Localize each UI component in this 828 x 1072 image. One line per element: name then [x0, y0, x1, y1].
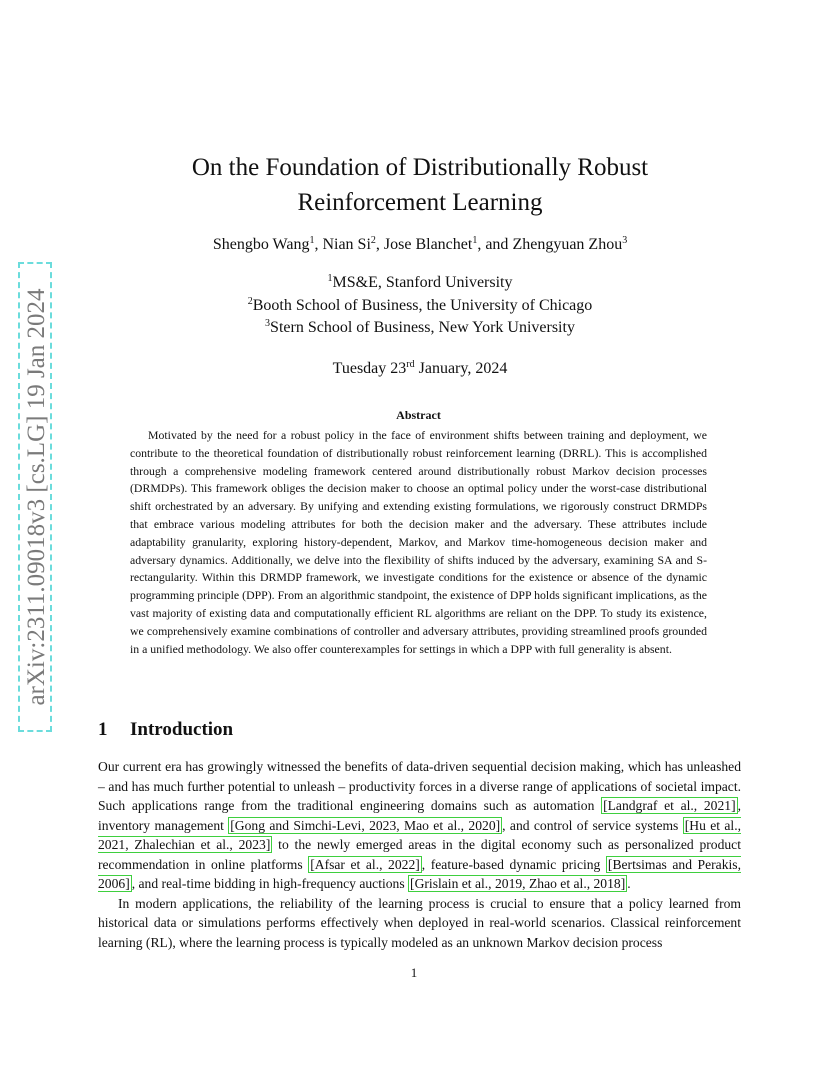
affil-text: Booth School of Business, the University of Chicago — [252, 296, 593, 314]
paragraph: In modern applications, the reliability of the learning process is crucial to ensure that a policy learned from historical data or simulations performs effectively when deployed in real-world scenarios. Classical reinforcement learning (RL), where the learning process is typically modeled as an unknown Markov decision process — [98, 895, 741, 950]
citation-link[interactable]: [Hu et al., 2021, Zhalechian et al., 2023] — [98, 817, 741, 852]
abstract-heading: Abstract — [396, 408, 441, 422]
paper-date — [120, 360, 720, 378]
author-name: Zhengyuan Zhou — [512, 236, 623, 253]
abstract — [130, 408, 707, 658]
affiliation — [120, 272, 720, 295]
date-suffix: January, 2024 — [414, 360, 508, 377]
title-line-2: Reinforcement Learning — [297, 189, 543, 216]
author-list — [120, 236, 720, 254]
affiliations — [120, 272, 720, 340]
affil-mark: 1 — [327, 273, 333, 284]
affil-mark: 2 — [247, 295, 253, 307]
citation-link[interactable]: [Gong and Simchi-Levi, 2023, Mao et al., 2020] — [230, 817, 501, 833]
author-affil-mark: 1 — [472, 235, 478, 246]
citation-link[interactable]: [Landgraf et al., 2021] — [603, 798, 736, 813]
abstract-text: Motivated by the need for a robust policy in the face of environment shifts between training and deployment, we contribute to the theoretical foundation of distributionally robust reinforcement learning (DRRL). This is accomplished through a comprehensive modeling framework centered around distributionally robust Markov decision processes (DRMDPs). This framework obliges the decision maker to choose an optimal policy under the worst-case distributional shift orchestrated by an adversary. By unifying and extending existing formulations, we rigorously construct DRMDPs that embrace various modeling attributes for both the decision maker and the adversary. These attributes include adaptability granularity, exploring history-dependent, Markov, and Markov time-homogeneous decision maker and adversary dynamics. Additionally, we delve into the flexibility of shifts induced by the adversary, examining SA and S-rectangularity. Within this DRMDP framework, we investigate conditions for the existence or absence of the dynamic programming principle (DPP). From an algorithmic standpoint, the existence of DPP holds significant implications, as the vast majority of existing data and computationally efficient RL algorithms are reliant on the DPP. To study its existence, we comprehensively examine combinations of controller and adversary attributes, providing streamlined proofs grounded in a unified methodology. We also offer counterexamples for settings in which a DPP with full generality is absent. — [130, 428, 707, 656]
affil-mark: 3 — [265, 318, 271, 329]
author-separator: , — [375, 236, 384, 253]
section-title: Introduction — [130, 719, 234, 740]
date-prefix: Tuesday 23 — [332, 360, 407, 377]
paper-title — [180, 150, 660, 220]
paragraph: Our current era has growingly witnessed the benefits of data-driven sequential decision making, which has unleashed – and has much further potential to unleash – productivity forces in a diverse range of applications of societal impact. Such applications range from the traditional engineering domains such as automation [Landgraf et al., 2021] , inventory management [Gong and Simchi-Levi, 2023, Mao et al., 2020] , and control of service systems [Hu et al., 2021, Zhalechian et al., 2023] to the newly emerged areas in the digital economy such as personalized product recommendation in online platforms [Afsar et al., 2022] , feature-based dynamic pricing [Bertsimas and Perakis, 2006] , and real-time bidding in high-frequency auctions [Grislain et al., 2019, Zhao et al., 2018] . — [98, 759, 741, 891]
author-affil-mark: 2 — [370, 235, 376, 246]
citation-link[interactable]: [Grislain et al., 2019, Zhao et al., 2018] — [410, 876, 626, 891]
arxiv-identifier[interactable]: arXiv:2311.09018v3 [cs.LG] 19 Jan 2024 — [18, 262, 52, 732]
author-name: Jose Blanchet — [383, 236, 473, 253]
arxiv-sidebar[interactable] — [18, 262, 52, 732]
body-text — [98, 757, 741, 952]
author-name: Shengbo Wang — [212, 236, 310, 253]
author-separator: , and — [477, 236, 513, 253]
date-ordinal: rd — [406, 359, 415, 370]
author-separator: , — [314, 236, 323, 253]
affil-text: MS&E, Stanford University — [332, 274, 513, 291]
affiliation — [120, 295, 720, 318]
author-name: Nian Si — [322, 236, 371, 253]
page-number: 1 — [410, 965, 418, 980]
citation-link[interactable]: [Bertsimas and Perakis, 2006] — [98, 856, 741, 891]
section-heading — [98, 719, 233, 741]
citation-link[interactable]: [Afsar et al., 2022] — [310, 856, 420, 872]
title-line-1: On the Foundation of Distributionally Robust — [191, 154, 649, 181]
section-number: 1 — [98, 719, 108, 740]
affil-text: Stern School of Business, New York University — [270, 319, 575, 336]
author-affil-mark: 3 — [622, 235, 628, 246]
author-affil-mark: 1 — [309, 235, 315, 246]
affiliation — [120, 317, 720, 340]
